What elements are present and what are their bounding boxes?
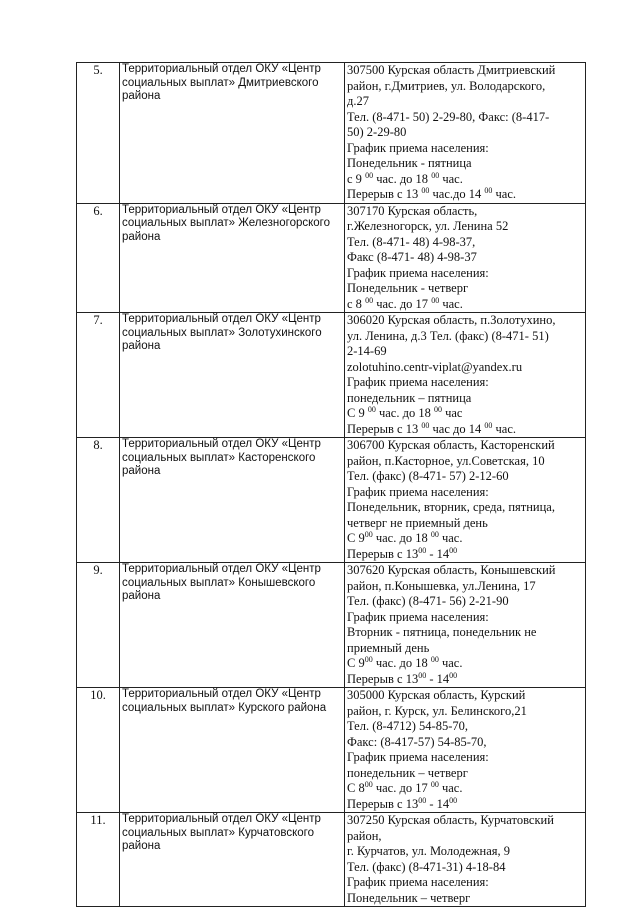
address-line: График приема населения: <box>347 140 489 155</box>
offices-table-body <box>77 63 586 907</box>
address-schedule <box>345 203 586 313</box>
organization-line: Территориальный отдел ОКУ «Центр <box>122 203 321 216</box>
organization-line: социальных выплат» Золотухинского <box>122 326 322 339</box>
organization-line: Территориальный отдел ОКУ «Центр <box>122 438 321 450</box>
address-line: Перерыв с $13^{00} - 14^{00}$ <box>347 671 458 686</box>
organization-line: Территориальный отдел ОКУ «Центр <box>122 63 321 75</box>
row-number: 7. <box>77 313 120 438</box>
offices-table <box>76 62 586 907</box>
address-line: 305000 Курская область, Курский <box>347 688 526 702</box>
address-line: С $9^{00}$ час. до 18 $^{00}$ час. <box>347 531 463 545</box>
address-line: График приема населения: <box>347 609 489 624</box>
address-schedule <box>345 563 586 688</box>
address-line: ул. Ленина, д.3 Тел. (факс) (8-471- 51) <box>347 328 549 343</box>
address-line: четверг не приемный день <box>347 515 488 530</box>
address-line: Факс (8-471- 48) 4-98-37 <box>347 250 477 264</box>
address-line: Перерыв с $13^{00} - 14^{00}$ <box>347 546 458 561</box>
address-line: приемный день <box>347 640 430 655</box>
table-row <box>77 63 586 204</box>
table-row <box>77 203 586 313</box>
table-row <box>77 813 586 907</box>
organization-line: района <box>122 840 161 852</box>
address-line: г. Курчатов, ул. Молодежная, 9 <box>347 844 511 858</box>
address-line: 307500 Курская область Дмитриевский <box>347 63 556 77</box>
address-line: Факс: (8-417-57) 54-85-70, <box>347 734 487 749</box>
address-line: район, п.Касторное, ул.Советская, 10 <box>347 453 545 468</box>
organization-line: социальных выплат» Курчатовского <box>122 826 315 839</box>
address-line: Перерыв с $13^{00} - 14^{00}$ <box>347 796 458 811</box>
address-line: 50) 2-29-80 <box>347 125 407 139</box>
address-line: 306700 Курская область, Касторенский <box>347 438 555 452</box>
address-line: Тел. (факс) (8-471- 57) 2-12-60 <box>347 469 509 483</box>
address-line: График приема населения: <box>347 875 489 889</box>
organization-line: Территориальный отдел ОКУ «Центр <box>122 313 321 325</box>
address-line: Понедельник, вторник, среда, пятница, <box>347 500 555 514</box>
address-line: с 8 $^{00}$ час. до 17 $^{00}$ час. <box>347 296 463 311</box>
address-line: Перерыв с 13 $^{00}$ час.до 14 $^{00}$ час. <box>347 187 516 201</box>
address-line: Перерыв с 13 $^{00}$ час до 14 $^{00}$ час. <box>347 421 516 436</box>
address-line: понедельник – пятница <box>347 390 472 405</box>
organization-line: района <box>122 230 161 243</box>
address-line: Тел. (8-4712) 54-85-70, <box>347 719 469 733</box>
organization-name <box>120 688 345 813</box>
address-line: С $9^{00}$ час. до 18 $^{00}$ час. <box>347 656 463 670</box>
address-line: 306020 Курская область, п.Золотухино, <box>347 313 556 327</box>
address-line: График приема населения: <box>347 265 489 280</box>
address-line: с 9 $^{00}$ час. до 18 $^{00}$ час. <box>347 171 463 186</box>
address-line: График приема населения: <box>347 750 489 764</box>
address-line: Тел. (8-471- 50) 2-29-80, Факс: (8-417- <box>347 109 550 124</box>
table-row <box>77 438 586 563</box>
address-schedule <box>345 438 586 563</box>
organization-name <box>120 313 345 438</box>
address-line: Тел. (факс) (8-471-31) 4-18-84 <box>347 859 506 874</box>
address-line: Понедельник - пятница <box>347 156 472 170</box>
address-line: г.Железногорск, ул. Ленина 52 <box>347 219 509 233</box>
row-number: 8. <box>77 438 120 563</box>
address-schedule <box>345 688 586 813</box>
organization-line: социальных выплат» Конышевского <box>122 576 316 589</box>
address-line: район, <box>347 828 382 843</box>
row-number: 6. <box>77 203 120 313</box>
address-line: Тел. (8-471- 48) 4-98-37, <box>347 234 476 249</box>
address-line: zolotuhino.centr-viplat@yandex.ru <box>347 359 523 374</box>
address-schedule <box>345 813 586 907</box>
organization-line: социальных выплат» Дмитриевского <box>122 76 319 89</box>
organization-line: района <box>122 465 161 477</box>
address-line: понедельник – четверг <box>347 765 468 780</box>
row-number: 9. <box>77 563 120 688</box>
organization-line: Территориальный отдел ОКУ «Центр <box>122 563 321 575</box>
row-number: 10. <box>77 688 120 813</box>
address-line: График приема населения: <box>347 484 489 499</box>
organization-name <box>120 563 345 688</box>
organization-line: района <box>122 340 161 352</box>
row-number: 11. <box>77 813 120 907</box>
address-line: район, г.Дмитриев, ул. Володарского, <box>347 78 546 93</box>
organization-line: района <box>122 90 161 102</box>
address-line: Понедельник – четверг <box>347 890 471 905</box>
organization-name <box>120 203 345 313</box>
organization-name <box>120 438 345 563</box>
address-line: 2-14-69 <box>347 344 387 358</box>
organization-line: Территориальный отдел ОКУ «Центр <box>122 688 321 700</box>
address-schedule <box>345 313 586 438</box>
table-row <box>77 688 586 813</box>
address-schedule <box>345 63 586 204</box>
address-line: 307620 Курская область, Конышевский <box>347 563 556 577</box>
address-line: Тел. (факс) (8-471- 56) 2-21-90 <box>347 594 509 608</box>
address-line: 307250 Курская область, Курчатовский <box>347 813 554 827</box>
row-number: 5. <box>77 63 120 204</box>
organization-name <box>120 813 345 907</box>
address-line: График приема населения: <box>347 375 489 389</box>
address-line: район, г. Курск, ул. Белинского,21 <box>347 703 527 718</box>
address-line: 307170 Курская область, <box>347 203 478 218</box>
table-row <box>77 563 586 688</box>
organization-line: социальных выплат» Железногорского <box>122 217 330 229</box>
address-line: район, п.Конышевка, ул.Ленина, 17 <box>347 578 536 593</box>
address-line: С 9 $^{00}$ час. до 18 $^{00}$ час <box>347 406 463 420</box>
organization-line: района <box>122 590 161 602</box>
address-line: С $8^{00}$ час. до 17 $^{00}$ час. <box>347 781 463 795</box>
organization-name <box>120 63 345 204</box>
table-row <box>77 313 586 438</box>
address-line: Понедельник - четверг <box>347 281 469 295</box>
address-line: д.27 <box>347 94 369 108</box>
organization-line: Территориальный отдел ОКУ «Центр <box>122 813 321 825</box>
organization-line: социальных выплат» Курского района <box>122 701 327 714</box>
organization-line: социальных выплат» Касторенского <box>122 451 316 464</box>
address-line: Вторник - пятница, понедельник не <box>347 625 537 639</box>
